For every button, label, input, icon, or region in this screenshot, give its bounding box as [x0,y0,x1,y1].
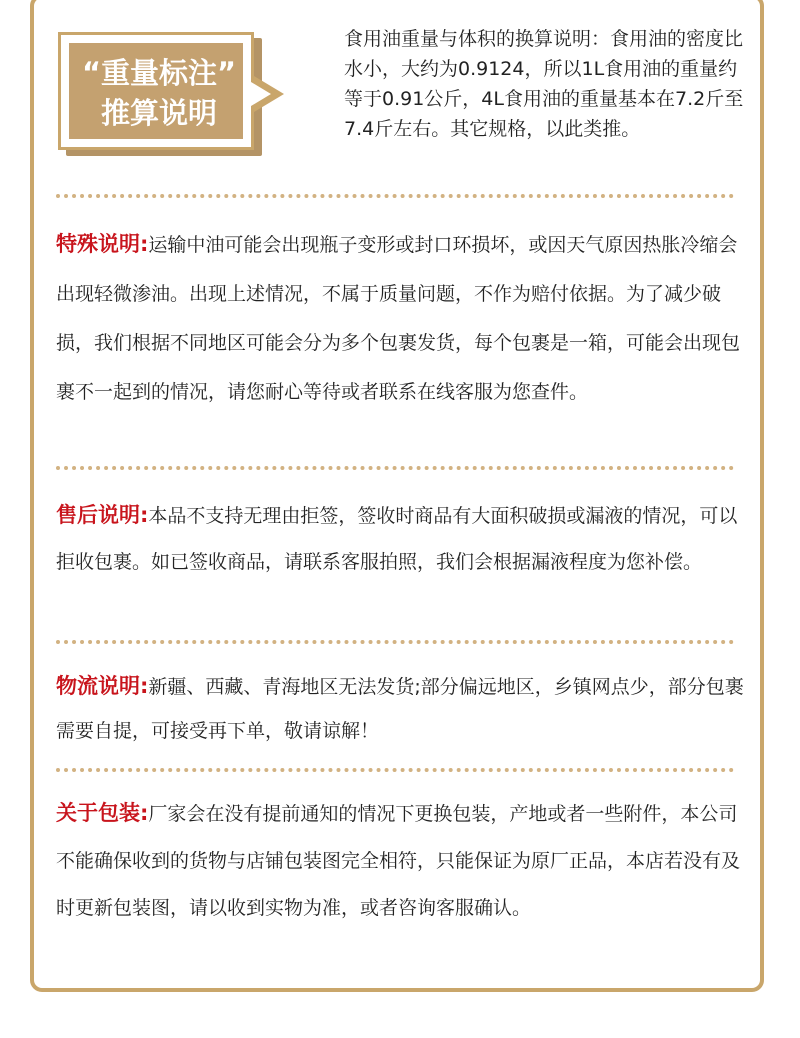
section-logistics [56,664,756,753]
section-label: 物流说明: [56,674,149,698]
section-packaging [56,790,756,932]
dotted-divider [56,194,734,198]
section-text: 厂家会在没有提前通知的情况下更换包装，产地或者一些附件，本公司不能确保收到的货物与店铺包装图完全相符，只能保证为原厂正品，本店若没有及时更新包装图，请以收到实物为准，或者咨询客服确认。 [56,803,741,919]
section-text: 本品不支持无理由拒签，签收时商品有大面积破损或漏液的情况，可以拒收包裹。如已签收商品，请联系客服拍照，我们会根据漏液程度为您补偿。 [56,505,738,573]
section-text: 运输中油可能会出现瓶子变形或封口环损坏，或因天气原因热胀冷缩会出现轻微渗油。出现上述情况，不属于质量问题，不作为赔付依据。为了减少破损，我们根据不同地区可能会分为多个包裹发货，每个包裹是一箱，可能会出现包裹不一起到的情况，请您耐心等待或者联系在线客服为您查件。 [56,234,741,403]
dotted-divider [56,768,734,772]
badge-title-line1: “重量标注” [81,56,237,90]
dotted-divider [56,466,734,470]
section-special-notes [56,220,756,417]
section-text: 新疆、西藏、青海地区无法发货;部分偏远地区，乡镇网点少，部分包裹需要自提，可接受再下单，敬请谅解！ [56,676,744,742]
section-label: 售后说明: [56,503,149,527]
weight-note-badge [58,32,254,150]
weight-conversion-intro: 食用油重量与体积的换算说明：食用油的密度比水小，大约为0.9124，所以1L食用油的重量约等于0.91公斤，4L食用油的重量基本在7.2斤至7.4斤左右。其它规格，以此类推。 [344,28,744,140]
dotted-divider [56,640,734,644]
section-after-sales [56,492,756,585]
badge-title-line2: 推算说明 [100,96,217,130]
section-label: 关于包装: [56,801,149,825]
section-label: 特殊说明: [56,232,149,256]
badge-pointer-arrow-inner [251,82,271,106]
